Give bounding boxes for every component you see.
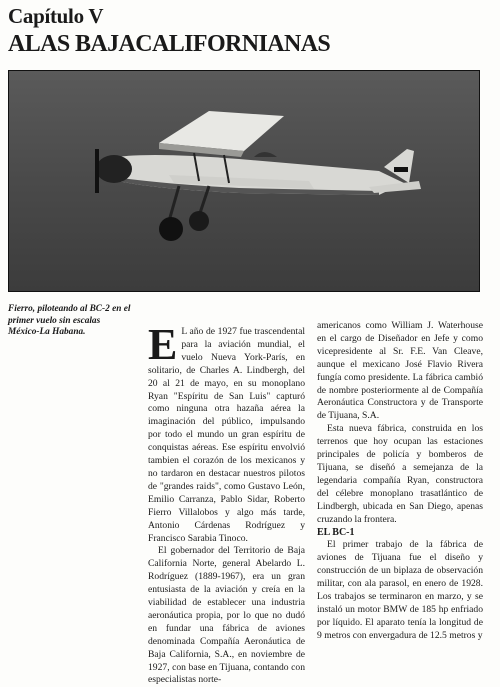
paragraph: El primer trabajo de la fábrica de aviones de Tijuana fue el diseño y construcción de un biplaza de observación militar, con ala parasol, en enero de 1928. Los trabajos se terminaron en marzo, y se instaló un motor BMW de 185 hp enfriado por líquido. El aparato tenía la longitud de 9 metros con envergadura de 12.5 metros y [317,539,483,641]
page-title: ALAS BAJACALIFORNIANAS [8,31,331,57]
drop-cap: E [148,320,178,369]
paragraph: E L año de 1927 fue trascendental para la aviación mundial, el vuelo Nueva York-París, en solitario, de Charles A. Lindbergh, del 20 al 21 de mayo, en su monoplano Ryan "Espíritu de San Luis" capturó como ninguna otra hazaña aérea la imaginación del público, impulsando por todo el mundo un gran espíritu de conquistas aéreas. Ese espíritu envolvió tambien el corazón de los mexicanos y no tardaron en destacar nuestros pilotos de "grandes raids", como Gustavo León, Emilio Carranza, Pablo Sidar, Roberto Fierro Villalobos y algo más tarde, Antonio Cárdenas Rodríguez y Francisco Sarabia Tinoco. [148,320,305,544]
paragraph: Esta nueva fábrica, construida en los terrenos que hoy ocupan las estaciones principales de policía y bomberos de Tijuana, se diseñó a semejanza de la legendaria compañía Ryan, constructora del célebre monoplano trasatlántico de Lindbergh, ubicada en San Diego, apenas cruzando la frontera. [317,423,483,525]
aircraft-photo [8,70,480,292]
article-column-1 [148,320,305,687]
section-heading: EL BC-1 [317,526,355,538]
paragraph: americanos como William J. Waterhouse en el cargo de Diseñador en Jefe y como vicepresidente al Sr. F.E. Van Cleave, aunque el mexicano José Flavio Rivera fungía como presidente. La fábrica cambió de nombre posteriormente al de Compañía Aeronáutica Constructora y de Transporte de Tijuana, S.A. [317,320,483,422]
chapter-label: Capítulo V [8,4,104,28]
article-column-2 [317,320,483,643]
paragraph: El gobernador del Territorio de Baja California Norte, general Abelardo L. Rodríguez (1889-1967), era un gran entusiasta de la aviación y creía en la viabilidad de establecer una industria aeronáutica propia, por lo que no dudó en fundar una fábrica de aviones denominada Compañía Aeronáutica de Baja California, S.A., en noviembre de 1927, con base en Tijuana, contando con especialistas norte- [148,545,305,686]
biplane-photo-icon [9,71,479,291]
photo-caption: Fierro, piloteando al BC-2 en el primer vuelo sin escalas México-La Habana. [8,304,131,337]
